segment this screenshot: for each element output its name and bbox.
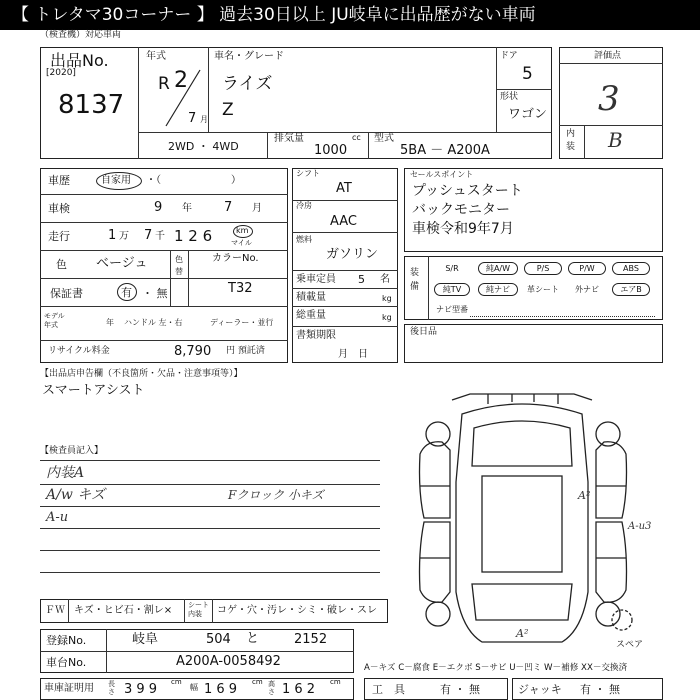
- man-unit: 万: [119, 231, 129, 242]
- lot-number: 8137: [58, 90, 125, 120]
- inspector-note-2: A/w キズ: [46, 487, 105, 503]
- capacity-value: 5: [358, 273, 365, 286]
- inspector-note-1: 内装A: [46, 465, 85, 481]
- jack-label: ジャッキ: [518, 683, 562, 696]
- dealer-label: ディーラー・並行: [210, 318, 274, 327]
- equip-navi: 純ナビ: [478, 283, 518, 296]
- name-label: 車名・グレード: [214, 51, 284, 62]
- equip-pw: P/W: [568, 262, 606, 275]
- color-change-label: 色替: [175, 255, 183, 276]
- score-label: 評価点: [594, 51, 622, 61]
- door-count: 5: [522, 64, 533, 84]
- shift-value: AT: [336, 181, 352, 196]
- equip-airbag: エアB: [612, 283, 650, 296]
- recycle-label: リサイクル料金: [48, 346, 110, 356]
- car-name: ライズ: [222, 74, 273, 94]
- cert-length: 3 9 9: [124, 682, 158, 697]
- inspector-label: 【検査員記入】: [40, 446, 104, 456]
- year-value: 2: [174, 68, 188, 93]
- tools-value: 有 ・ 無: [440, 683, 480, 696]
- fw-text: キズ・ヒビ石・割レ×: [74, 605, 173, 616]
- cert-width-label: 幅: [190, 683, 198, 692]
- damage-legend: A－キズ C－腐食 E－エクボ S－サビ U－凹ミ W－補修 XX－交換済: [364, 663, 628, 673]
- handle-label: ハンドル 左・右: [124, 318, 183, 327]
- sub-header: （検査機）対応車両: [40, 30, 122, 40]
- shape-label: 形状: [500, 92, 519, 102]
- diagram-mark-a2-bottom: A²: [516, 627, 529, 640]
- ac-label: 冷房: [296, 201, 312, 210]
- load-unit: kg: [382, 294, 392, 303]
- remarks-label: 【出品店申告欄（不良箇所・欠品・注意事項等）】: [40, 369, 243, 379]
- mileage-label: 走行: [48, 230, 70, 243]
- model-value: 5BA － A200A: [400, 143, 490, 158]
- km-label: km: [236, 226, 249, 235]
- mileage-rest: 1 2 6: [174, 227, 213, 245]
- color-label: 色: [56, 258, 67, 271]
- history-value: 自家用: [101, 175, 131, 186]
- registration-class: 504: [206, 632, 231, 647]
- car-grade: Z: [222, 100, 234, 120]
- color-no-label: カラーNo.: [212, 253, 259, 264]
- gross-label: 総重量: [296, 310, 326, 321]
- sales-point-3: 車検令和9年7月: [412, 221, 514, 237]
- ac-value: AAC: [330, 214, 357, 229]
- diagram-mark-a2-right: A²: [578, 489, 591, 502]
- era: R: [158, 74, 170, 94]
- lot-label: 出品No.: [50, 51, 109, 70]
- displacement-value: 1000: [314, 143, 348, 158]
- cert-height: 1 6 2: [282, 682, 316, 697]
- shift-label: シフト: [296, 169, 320, 178]
- mile-label: マイル: [231, 239, 252, 247]
- equip-sr: S/R: [445, 264, 459, 273]
- inspection-month: 7: [224, 200, 233, 215]
- history-rest: ・（ ）: [146, 175, 241, 186]
- month-unit: 月: [200, 115, 208, 124]
- sales-point-1: プッシュスタート: [412, 183, 523, 199]
- history-label: 車歴: [48, 174, 70, 187]
- recycle-value: 8,790: [174, 344, 212, 359]
- fuel-label: 燃料: [296, 235, 312, 244]
- interior-label: 内装: [566, 129, 576, 152]
- warranty-label: 保証書: [50, 287, 83, 300]
- door-label: ドア: [500, 51, 518, 61]
- recycle-unit: 円 預託済: [226, 346, 265, 356]
- diagram-mark-au3: A-u3: [628, 521, 652, 532]
- registration-number: 2152: [294, 632, 328, 647]
- fuel-value: ガソリン: [326, 247, 379, 262]
- model-label: 型式: [374, 133, 394, 144]
- interior-value: B: [608, 128, 623, 152]
- mileage-thousand: 7: [144, 228, 153, 243]
- model-year-unit: 年: [106, 318, 114, 327]
- equip-abs: ABS: [612, 262, 650, 275]
- banner: 【 トレタマ30コーナー 】 過去30日以上 JU岐阜に出品歴がない車両: [0, 0, 700, 30]
- navi-model-label: ナビ型番: [436, 305, 468, 314]
- color-no: T32: [228, 281, 253, 296]
- seat-text: コゲ・穴・汚レ・シミ・破レ・スレ: [217, 605, 377, 616]
- inspection-year-unit: 年: [182, 203, 192, 214]
- displacement-unit: cc: [352, 133, 361, 142]
- cert-width-cm: cm: [252, 678, 263, 686]
- cert-height-cm: cm: [330, 678, 341, 686]
- car-diagram: [412, 392, 634, 660]
- capacity-unit: 名: [380, 274, 390, 285]
- inspector-note-3: A-u: [46, 510, 69, 525]
- cert-length-cm: cm: [171, 678, 182, 686]
- after-items-box: [404, 324, 663, 363]
- tools-label: 工 具: [372, 683, 405, 696]
- registration-region: 岐阜: [132, 632, 159, 647]
- load-label: 積載量: [296, 292, 326, 303]
- seat-label: シート内装: [188, 601, 209, 618]
- month-value: 7: [188, 111, 197, 126]
- docs-label: 書類期限: [296, 330, 336, 341]
- inspection-year: 9: [154, 200, 163, 215]
- year-label: 年式: [146, 51, 166, 62]
- shape-value: ワゴン: [508, 107, 548, 122]
- capacity-label: 乗車定員: [296, 274, 336, 285]
- cert-width: 1 6 9: [204, 682, 238, 697]
- equip-ext-navi: 外ナビ: [575, 285, 599, 294]
- jack-value: 有 ・ 無: [580, 683, 620, 696]
- mileage-man: 1: [108, 228, 117, 243]
- warranty-no: ・ 無: [142, 287, 168, 300]
- registration-kana: と: [246, 631, 260, 646]
- chassis-value: A200A-0058492: [176, 654, 281, 669]
- cert-length-label: 長さ: [108, 680, 115, 696]
- equipment-label: 装備: [410, 268, 420, 292]
- inspection-label: 車検: [48, 202, 70, 215]
- cert-label: 車庫証明用: [44, 683, 94, 694]
- fw-label: ＦＷ: [45, 605, 65, 616]
- color-value: ベージュ: [96, 256, 148, 271]
- thousand-unit: 千: [155, 231, 165, 242]
- inspection-month-unit: 月: [252, 203, 262, 214]
- drive-type: 2WD ・ 4WD: [168, 140, 239, 153]
- registration-label: 登録No.: [46, 634, 87, 647]
- gross-unit: kg: [382, 313, 392, 322]
- score-value: 3: [598, 79, 620, 119]
- displacement-label: 排気量: [274, 133, 304, 144]
- after-items-label: 後日品: [410, 327, 438, 337]
- sales-points-label: セールスポイント: [410, 170, 474, 179]
- equip-aw: 純A/W: [478, 262, 518, 275]
- remarks-text: スマートアシスト: [42, 383, 145, 398]
- cert-height-label: 高さ: [268, 680, 275, 696]
- model-year-label: モデル年式: [44, 312, 65, 329]
- warranty-yes: 有: [121, 286, 132, 299]
- inspector-note-right: Fクロック 小キズ: [228, 488, 324, 502]
- spare-label: スペア: [616, 640, 644, 650]
- lot-year-tag: [2020]: [46, 68, 76, 78]
- chassis-label: 車台No.: [46, 656, 87, 669]
- details-block: [40, 168, 288, 363]
- equip-ps: P/S: [524, 262, 562, 275]
- sales-point-2: バックモニター: [412, 202, 510, 218]
- equip-tv: 純TV: [434, 283, 470, 296]
- docs-unit: 月 日: [338, 349, 368, 360]
- equip-leather: 革シート: [527, 285, 559, 294]
